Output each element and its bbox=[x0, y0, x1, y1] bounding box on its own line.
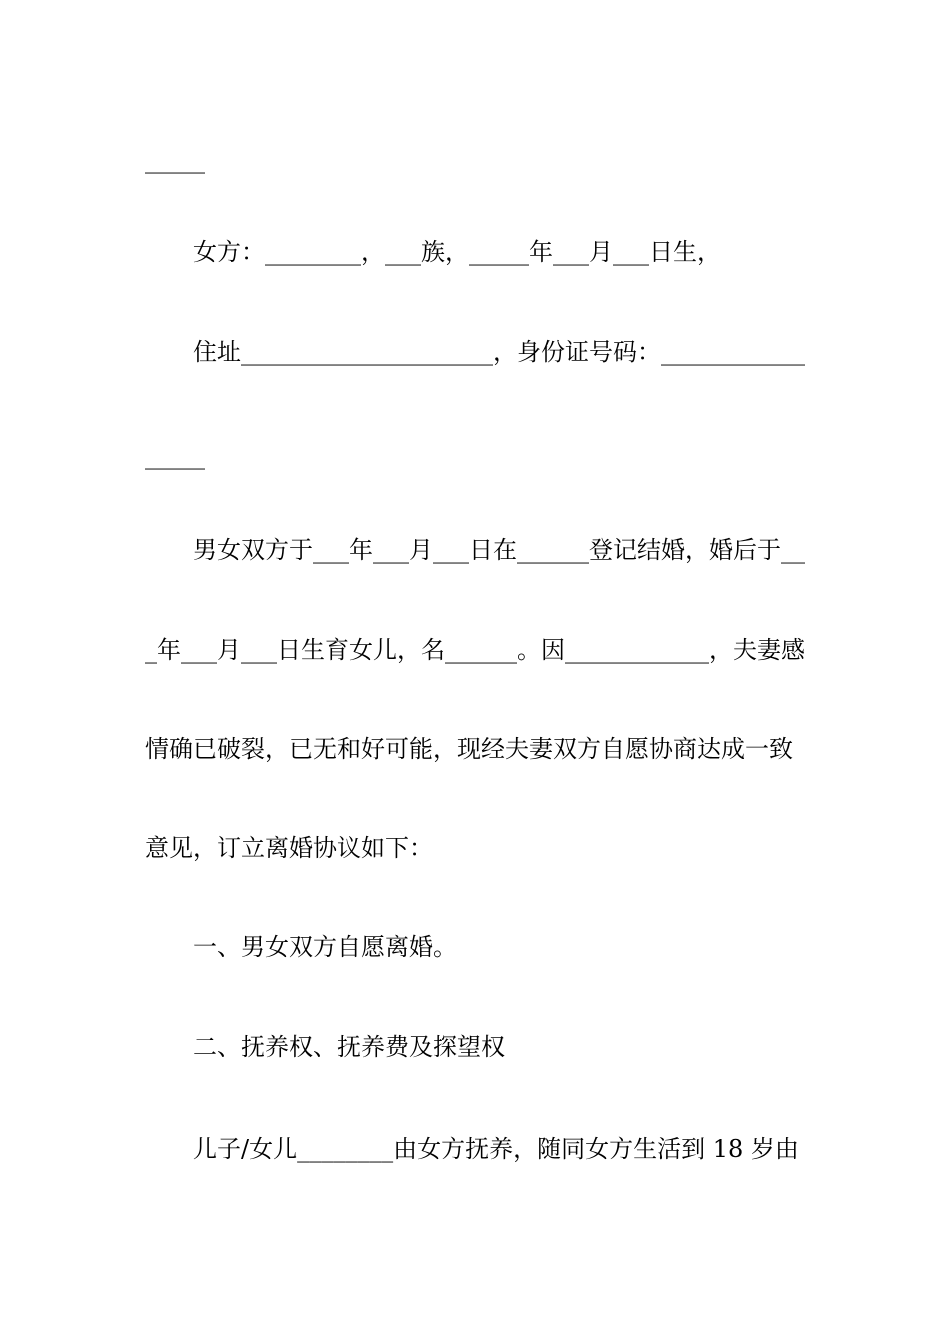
text-line-agreement-intro: 意见，订立离婚协议如下： bbox=[145, 834, 433, 862]
clause-2-heading: 二、抚养权、抚养费及探望权 bbox=[193, 1033, 505, 1061]
clause-1-heading: 一、男女双方自愿离婚。 bbox=[193, 933, 457, 961]
text-line-female-address-id: 住址_____________________，身份证号码：____________ bbox=[193, 338, 805, 366]
text-line-custody: 儿子/女儿________由女方抚养，随同女方生活到 18 岁由 bbox=[193, 1135, 799, 1163]
text-line-marriage-registration: 男女双方于___年___月___日在______登记结婚，婚后于__ bbox=[193, 536, 805, 564]
text-line-female-party: 女方：________，___族，_____年___月___日生， bbox=[193, 238, 721, 266]
text-line-blank-continuation-2: _____ bbox=[145, 442, 205, 470]
text-line-blank-continuation-1: _____ bbox=[145, 146, 205, 174]
text-line-relationship-breakdown: 情确已破裂，已无和好可能，现经夫妻双方自愿协商达成一致 bbox=[145, 735, 793, 763]
text-line-child-birth: _年___月___日生育女儿，名______。因____________，夫妻感 bbox=[145, 636, 805, 664]
